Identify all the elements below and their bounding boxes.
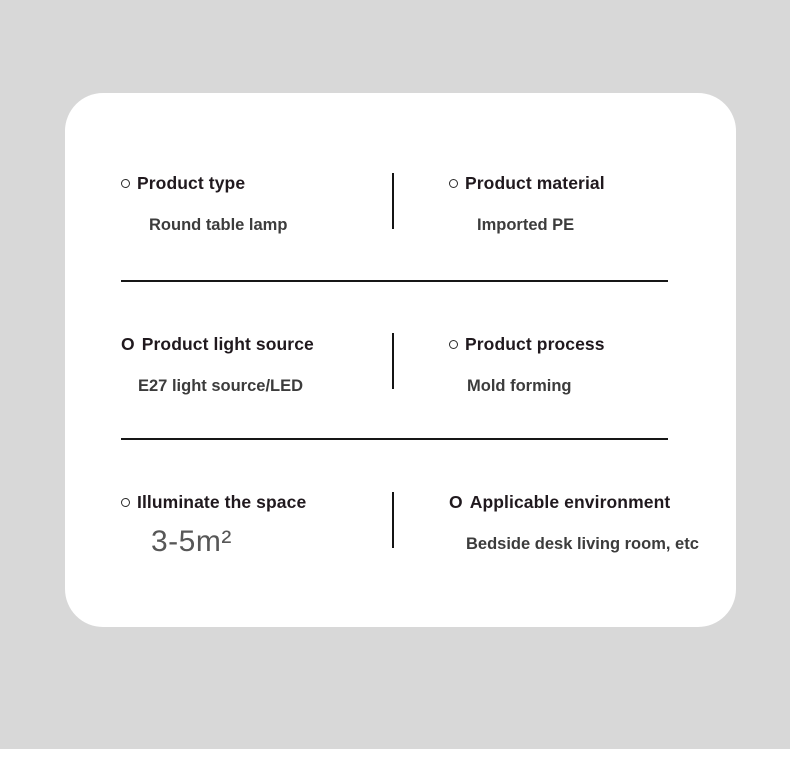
bottom-white-strip bbox=[0, 749, 790, 780]
vertical-divider bbox=[392, 173, 394, 229]
horizontal-divider bbox=[121, 280, 668, 282]
spec-heading bbox=[449, 491, 699, 513]
spec-value: Bedside desk living room, etc bbox=[466, 535, 699, 553]
ring-bullet-icon bbox=[121, 498, 130, 507]
spec-product-light-source bbox=[121, 333, 314, 396]
vertical-divider bbox=[392, 492, 394, 548]
spec-value: Imported PE bbox=[477, 216, 575, 234]
spec-heading-text: Product type bbox=[137, 172, 246, 193]
spec-heading bbox=[449, 172, 605, 194]
spec-heading-text: Product process bbox=[465, 333, 605, 354]
spec-heading-text: Illuminate the space bbox=[137, 491, 307, 512]
ring-bullet-icon bbox=[449, 340, 458, 349]
horizontal-divider bbox=[121, 438, 668, 440]
spec-value-area: 3-5m² bbox=[151, 525, 232, 558]
spec-value: Mold forming bbox=[467, 377, 572, 395]
ring-bullet-icon bbox=[121, 179, 130, 188]
spec-value: Round table lamp bbox=[149, 216, 288, 234]
vertical-divider bbox=[392, 333, 394, 389]
spec-product-material bbox=[449, 172, 605, 235]
spec-heading bbox=[449, 333, 605, 355]
spec-illuminate-space bbox=[121, 491, 306, 559]
letter-o-bullet: O bbox=[121, 333, 135, 354]
ring-bullet-icon bbox=[449, 179, 458, 188]
spec-heading-text: Product light source bbox=[141, 333, 314, 354]
letter-o-bullet: O bbox=[449, 491, 463, 512]
spec-heading bbox=[121, 491, 306, 513]
spec-heading bbox=[121, 333, 314, 355]
spec-heading bbox=[121, 172, 287, 194]
spec-heading-text: Applicable environment bbox=[469, 491, 671, 512]
spec-value: E27 light source/LED bbox=[138, 377, 304, 395]
product-spec-card bbox=[65, 93, 736, 627]
spec-applicable-environment bbox=[449, 491, 699, 554]
spec-product-type bbox=[121, 172, 287, 235]
spec-heading-text: Product material bbox=[465, 172, 605, 193]
spec-product-process bbox=[449, 333, 605, 396]
